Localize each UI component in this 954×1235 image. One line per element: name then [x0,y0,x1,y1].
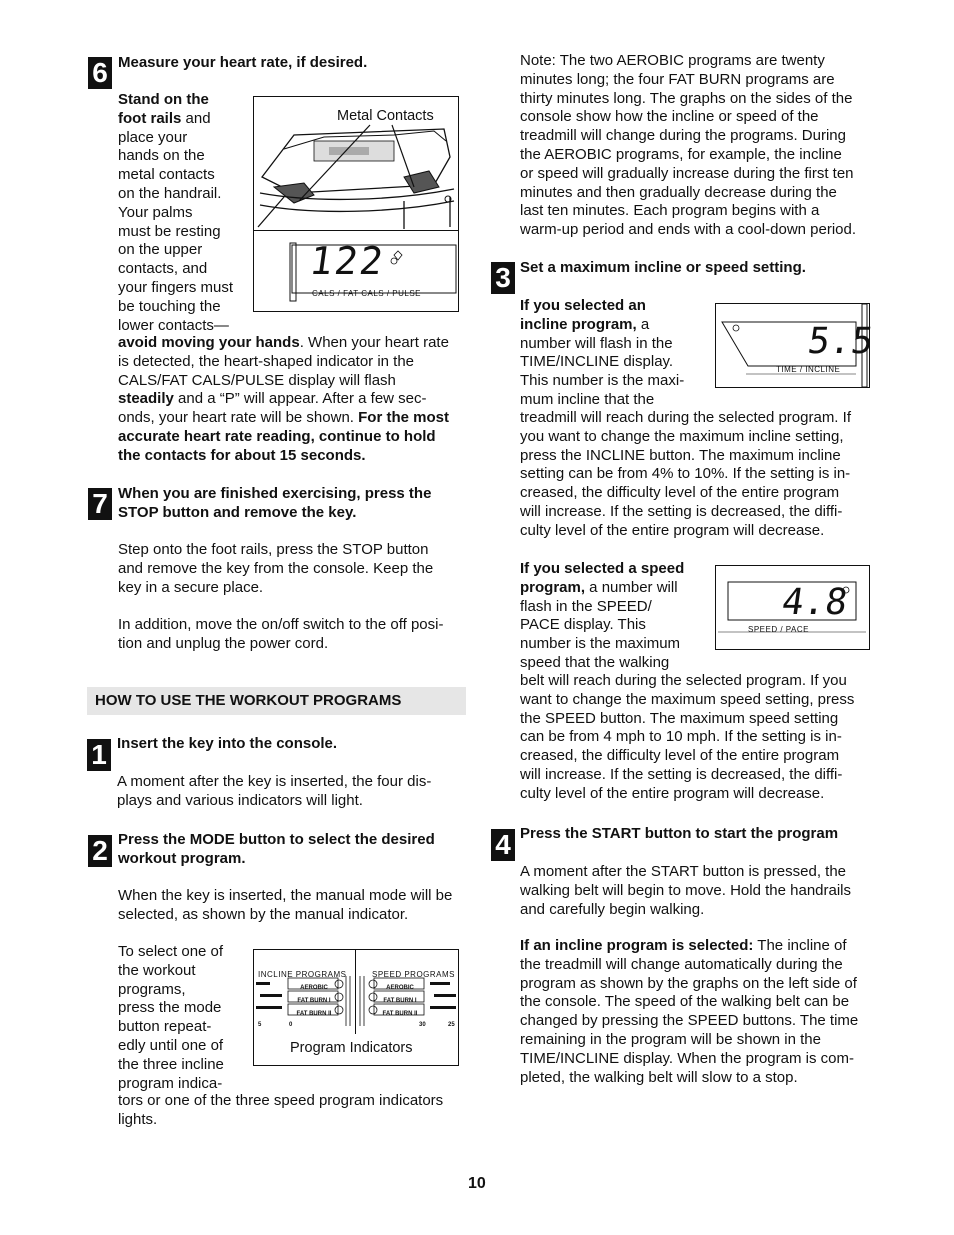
text-line [118,110,253,129]
bold-run: If you selected an [520,297,646,314]
text-line: lights. [118,1110,158,1128]
step-4-heading: Press the START button to start the program [520,825,839,842]
text-run: changed by pressing the SPEED buttons. The time [520,1012,859,1030]
bold-run: incline program, [520,315,637,333]
step-6-number: 6 [88,57,112,89]
heart-rate-figure [253,96,459,312]
section-title: HOW TO USE THE WORKOUT PROGRAMS [95,692,402,709]
text-line [118,390,478,409]
bold-run: program, [520,578,586,596]
step-3-number: 3 [491,262,515,294]
text-line: will increase. If the setting is decreased, the diffi- [520,502,843,520]
text-line [118,447,478,466]
text-run: flash in the SPEED/ [520,597,652,615]
text-line [118,91,253,110]
step-3-heading: Set a maximum incline or speed setting. [520,259,806,276]
text-line [520,616,715,635]
speed-pace-display-caption: SPEED / PACE [748,625,809,634]
section-title-band [87,687,466,715]
text-line [118,204,253,223]
text-line: creased, the difficulty level of the entire program [520,484,840,502]
text-line: or speed will gradually increase during the first ten [520,164,854,182]
text-line [118,129,253,148]
step-7-heading [118,485,431,523]
step-2-narrow-text [118,943,253,1093]
text-line: Step onto the foot rails, press the STOP button [118,541,429,558]
text-line: press the INCLINE button. The maximum incline [520,446,841,464]
bold-run: steadily [118,390,174,408]
text-line [118,260,253,279]
text-run: is detected, the heart-shaped indicator in the [118,352,415,370]
text-line: walking belt will begin to move. Hold the handrails [520,881,852,899]
text-line [520,1031,880,1050]
speed-program-fat-burn-1: FAT BURN I [383,998,417,1004]
text-line [520,956,880,975]
text-run: your fingers must [118,278,234,296]
speed-program-fat-burn-2: FAT BURN II [382,1011,418,1017]
page-number: 10 [468,1175,486,1192]
step-7-paragraph-1 [118,541,433,597]
text-line: console show how the incline or speed of the [520,108,819,126]
text-line [520,975,880,994]
text-line [520,316,715,335]
text-run: on the handrail. [118,184,222,202]
text-line: STOP button and remove the key. [118,503,357,521]
time-incline-display-figure [715,303,876,388]
time-incline-display-caption: TIME / INCLINE [776,365,841,374]
text-line [520,1069,880,1088]
text-line: program indica- [118,1074,223,1092]
incline-tick-2: 0 [289,1022,293,1028]
text-run: the treadmill will change automatically during the [520,955,843,973]
text-line [520,635,715,654]
step-3-speed-wide-text [520,672,880,804]
text-line [118,279,253,298]
bold-run: foot rails [118,109,182,127]
text-line [118,298,253,317]
text-run: program as shown by the graphs on the left side of [520,974,857,992]
text-line [118,409,478,428]
speed-pace-display-value: 4.8 [779,582,850,623]
text-line: and carefully begin walking. [520,900,705,918]
bold-run: Stand on the [118,91,209,108]
step-6-wide-text [118,334,478,466]
text-line: culty level of the entire program will decrease. [520,521,825,539]
text-run: number will flash in the [520,334,673,352]
text-run: lower contacts— [118,316,229,334]
step-6-heading: Measure your heart rate, if desired. [118,54,368,71]
incline-program-fat-burn-1: FAT BURN I [297,998,331,1004]
text-run: onds, your heart rate will be shown. [118,409,359,427]
text-run: and [181,109,211,127]
speed-programs-title: SPEED PROGRAMS [372,970,456,979]
text-line: last ten minutes. Each program begins with a [520,202,820,220]
bold-run: For the most [358,409,449,427]
text-run: PACE display. This [520,616,646,634]
speed-pace-display-figure [715,565,870,650]
text-line: In addition, move the on/off switch to the off posi- [118,616,444,633]
text-run: a [636,315,650,333]
text-line [520,1012,880,1031]
text-line: workout program. [118,849,246,867]
text-run: metal contacts [118,166,215,184]
text-run: contacts, and [118,260,208,278]
speed-program-aerobic: AEROBIC [386,985,414,991]
text-line: button repeat- [118,1018,212,1036]
text-line: the three incline [118,1055,224,1073]
text-line: the workout [118,961,196,979]
text-line [118,428,478,447]
text-line: creased, the difficulty level of the entire program [520,747,840,765]
text-line [118,147,253,166]
text-line: When the key is inserted, the manual mode will be [118,887,453,904]
pulse-display-caption: CALS / FAT CALS / PULSE [312,289,422,298]
text-line: plays and various indicators will light. [117,791,363,809]
bold-run: the contacts for about 15 seconds. [118,446,366,464]
step-1-heading: Insert the key into the console. [117,735,338,752]
speed-tick-2: 25 [448,1022,455,1028]
text-line: minutes and then gradually decrease during the [520,183,837,201]
text-line [520,1050,880,1069]
text-run: hands on the [118,147,205,165]
text-line: and remove the key from the console. Keep the [118,559,434,577]
text-line: tors or one of the three speed program indicators [118,1092,444,1109]
text-line [118,372,478,391]
text-run: be touching the [118,297,221,315]
step-4-paragraph-1 [520,863,851,919]
text-line: tion and unplug the power cord. [118,634,329,652]
incline-program-aerobic: AEROBIC [300,985,328,991]
text-line: Press the MODE button to select the desired [118,831,435,848]
text-line: belt will reach during the selected program. If you [520,672,847,689]
text-line: treadmill will reach during the selected program. If [520,409,851,426]
step-3-incline-narrow-text [520,297,715,410]
text-line: want to change the maximum speed setting, press [520,690,855,708]
step-6-narrow-text [118,91,253,335]
step-2-number: 2 [88,835,112,867]
text-line: warm-up period and ends with a cool-down period. [520,221,857,239]
step-4-paragraph-2 [520,937,880,1087]
text-line [520,598,715,617]
text-line: thirty minutes long. The graphs on the sides of the [520,89,853,107]
step-3-incline-wide-text [520,409,880,541]
text-line [520,391,715,410]
text-line [520,560,715,579]
text-line [520,372,715,391]
text-line [118,241,253,260]
bold-run: If you selected a speed [520,560,685,577]
text-line [520,937,880,956]
text-line: setting can be from 4% to 10%. If the setting is in- [520,465,851,483]
program-indicators-figure [253,949,459,1066]
incline-program-fat-burn-2: FAT BURN II [296,1011,332,1017]
text-line: can be from 4 mph to 10 mph. If the setting is in- [520,728,842,746]
step-3-speed-narrow-text [520,560,715,673]
text-run: This number is the maxi- [520,372,685,390]
speed-tick-1: 30 [419,1022,426,1028]
text-line [118,317,253,336]
text-line: Note: The two AEROBIC programs are twenty [520,52,825,69]
text-line: key in a secure place. [118,578,264,596]
text-line [118,166,253,185]
text-line: will increase. If the setting is decreased, the diffi- [520,765,843,783]
text-run: speed that the walking [520,653,670,671]
text-line [520,297,715,316]
text-run: and a “P” will appear. After a few sec- [173,390,427,408]
handrail-illustration [254,97,460,231]
text-run: a number will [585,578,678,596]
text-run: the console. The speed of the walking belt can be [520,993,850,1011]
text-line [118,223,253,242]
text-run: . When your heart rate [299,334,449,351]
text-line [520,579,715,598]
text-run: remaining in the program will be shown in the [520,1030,821,1048]
text-line: edly until one of [118,1036,224,1054]
text-run: on the upper [118,241,203,259]
text-line: When you are finished exercising, press the [118,485,432,502]
text-run: The incline of [753,937,847,954]
text-line: you want to change the maximum incline setting, [520,427,844,445]
text-run: number is the maximum [520,635,681,653]
step-1-number: 1 [87,739,111,771]
step-4-number: 4 [491,829,515,861]
text-line [520,993,880,1012]
step-2-paragraph-1 [118,887,452,925]
text-line: selected, as shown by the manual indicator. [118,905,409,923]
step-2-wide-text [118,1092,443,1130]
text-run: must be resting [118,222,221,240]
time-incline-display-value: 5.5 [805,321,876,362]
text-run: mum incline that the [520,390,655,408]
text-line [118,185,253,204]
text-line [520,353,715,372]
text-line: culty level of the entire program will decrease. [520,784,825,802]
step-2-heading [118,831,435,869]
bold-run: accurate heart rate reading, continue to hold [118,427,436,445]
metal-contacts-label: Metal Contacts [337,108,434,124]
text-run: pleted, the walking belt will slow to a stop. [520,1068,798,1086]
text-run: TIME/INCLINE display. [520,353,674,371]
text-run: Your palms [118,203,193,221]
step-1-paragraph [117,773,431,811]
text-line: the SPEED button. The maximum speed setting [520,709,839,727]
text-line: To select one of [118,943,224,960]
text-line [520,654,715,673]
incline-programs-title: INCLINE PROGRAMS [258,970,347,979]
pulse-display-value: 122 [306,239,388,283]
text-line: press the mode [118,999,222,1017]
text-line: programs, [118,980,186,998]
step-7-paragraph-2 [118,616,443,654]
text-line: treadmill will change during the programs. During [520,127,846,145]
step-7-number: 7 [88,488,112,520]
bold-run: avoid moving your hands [118,334,300,351]
text-run: place your [118,128,188,146]
text-run: TIME/INCLINE display. When the program is com- [520,1049,854,1067]
text-line [118,353,478,372]
text-line: A moment after the START button is pressed, the [520,863,847,880]
text-line: minutes long; the four FAT BURN programs are [520,70,835,88]
program-graph-illustration [254,976,458,1026]
incline-tick-1: 5 [258,1022,262,1028]
bold-run: If an incline program is selected: [520,937,754,954]
programs-note [520,52,856,240]
text-line: the AEROBIC programs, for example, the incline [520,145,842,163]
program-indicators-caption: Program Indicators [290,1040,413,1056]
text-run: CALS/FAT CALS/PULSE display will flash [118,371,396,389]
text-line [118,334,478,353]
text-line: A moment after the key is inserted, the four dis- [117,773,432,790]
text-line [520,335,715,354]
